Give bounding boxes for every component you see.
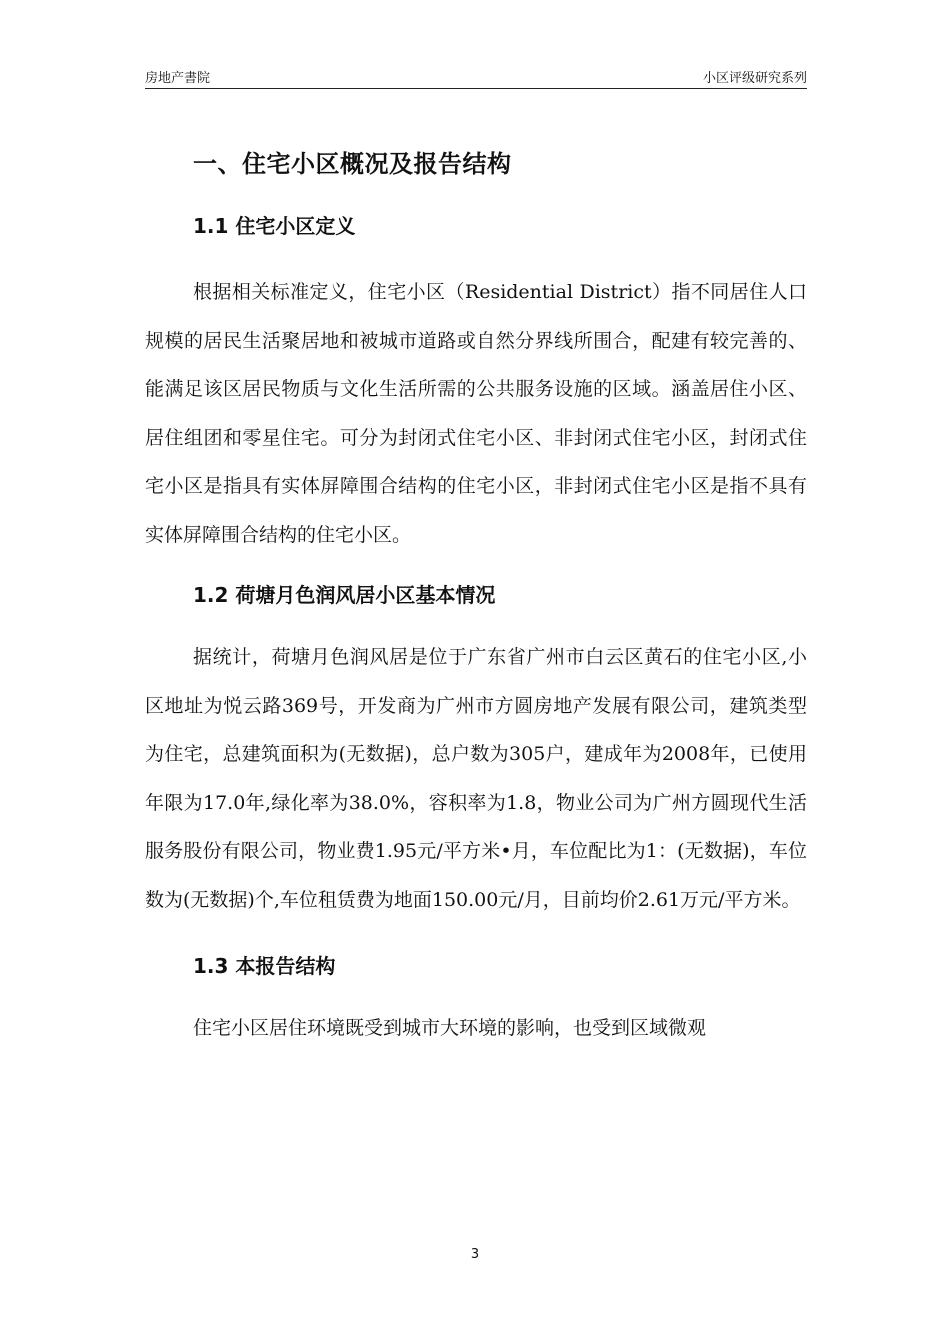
section-1-2-paragraph: 据统计，荷塘月色润风居是位于广东省广州市白云区黄石的住宅小区,小区地址为悦云路369号，开发商为广州市方圆房地产发展有限公司，建筑类型为住宅，总建筑面积为(无数据)，总户数为305户，建成年为2008年，已使用年限为17.0年,绿化率为38.0%，容积率为1.8，物业公司为广州方圆现代生活服务股份有限公司，物业费1.95元/平方米•月，车位配比为1：(无数据)，车位数为(无数据)个,车位租赁费为地面150.00元/月，目前均价2.61万元/平方米。 — [145, 646, 807, 911]
document-body — [145, 140, 807, 1053]
section-1-2-heading: 1.2 荷塘月色润风居小区基本情况 — [193, 583, 496, 607]
section-1-3-heading: 1.3 本报告结构 — [193, 954, 336, 978]
header-right-title: 小区评级研究系列 — [702, 71, 807, 86]
header-left-title: 房地产書院 — [145, 71, 211, 86]
section-1-1-heading: 1.1 住宅小区定义 — [193, 214, 356, 238]
section-1-1-paragraph: 根据相关标准定义，住宅小区（Residential District）指不同居住人口规模的居民生活聚居地和被城市道路或自然分界线所围合，配建有较完善的、能满足该区居民物质与文化生活所需的公共服务设施的区域。涵盖居住小区、居住组团和零星住宅。可分为封闭式住宅小区、非封闭式住宅小区，封闭式住宅小区是指具有实体屏障围合结构的住宅小区，非封闭式住宅小区是指不具有实体屏障围合结构的住宅小区。 — [145, 281, 807, 546]
page-header — [145, 66, 807, 89]
page-number: 3 — [470, 1247, 480, 1262]
section-1-3-paragraph: 住宅小区居住环境既受到城市大环境的影响，也受到区域微观 — [193, 1017, 707, 1039]
chapter-heading: 一、住宅小区概况及报告结构 — [193, 150, 512, 178]
